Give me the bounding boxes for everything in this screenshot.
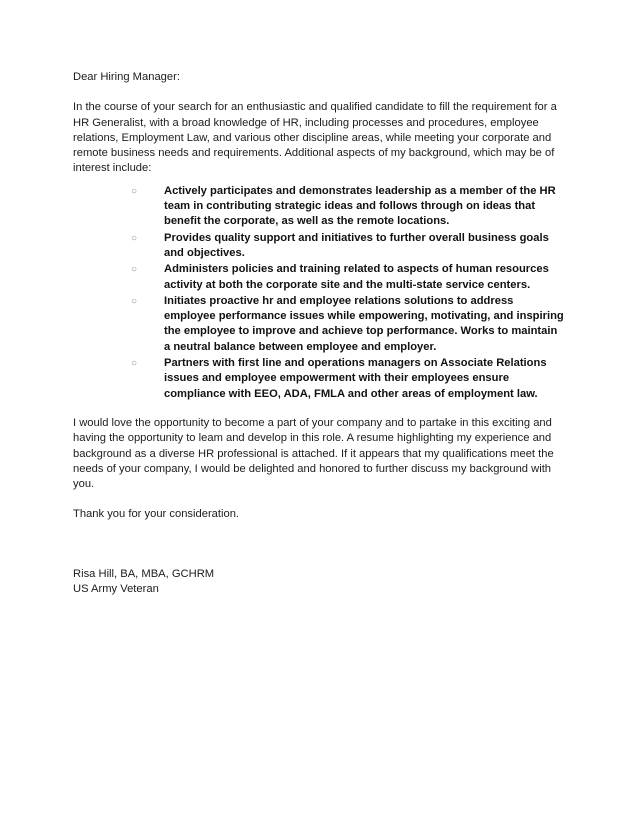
signature-credential: US Army Veteran bbox=[73, 583, 159, 596]
cover-letter-body bbox=[73, 70, 565, 597]
list-item bbox=[131, 262, 565, 293]
circle-bullet-icon: ○ bbox=[131, 358, 138, 370]
list-item bbox=[131, 356, 565, 402]
thanks-line: Thank you for your consideration. bbox=[73, 508, 240, 521]
circle-bullet-icon: ○ bbox=[131, 264, 138, 276]
circle-bullet-icon: ○ bbox=[131, 232, 138, 244]
signature-name: Risa Hill, BA, MBA, GCHRM bbox=[73, 567, 215, 580]
list-item-text: Actively participates and demonstrates leadership as a member of the HR team in contributing strategic ideas and follows through on ideas that benefit the corporate, as well as the remote locations. bbox=[164, 184, 556, 228]
circle-bullet-icon: ○ bbox=[131, 185, 138, 197]
list-item bbox=[131, 184, 565, 230]
list-item bbox=[131, 294, 565, 355]
list-item-text: Provides quality support and initiatives to further overall business goals and objectives. bbox=[164, 231, 549, 259]
circle-bullet-icon: ○ bbox=[131, 295, 138, 307]
salutation: Dear Hiring Manager: bbox=[73, 71, 180, 83]
closing-paragraph: I would love the opportunity to become a part of your company and to partake in this exciting and having the opportunity to leam and develop in this role. A resume highlighting my experience and background as a diverse HR professional is attached. If it appears that my qualifications meet the needs of your company, I would be delighted and honored to further discuss my background with you. bbox=[73, 416, 554, 491]
list-item-text: Initiates proactive hr and employee relations solutions to address employee performance issues while empowering, motivating, and inspiring the employee to improve and achieve top performance. Works to maintain a neutral balance between employee and employer. bbox=[164, 294, 564, 353]
list-item-text: Partners with first line and operations managers on Associate Relations issues and employee empowerment with their employees ensure compliance with EEO, ADA, FMLA and other areas of employment law. bbox=[164, 357, 547, 400]
list-item bbox=[131, 231, 565, 262]
signature-block bbox=[73, 567, 565, 598]
intro-paragraph: In the course of your search for an enthusiastic and qualified candidate to fill the requirement for a HR Generalist, with a broad knowledge of HR, including processes and procedures, employee relations, Employment Law, and various other discipline areas, while meeting your corporate and remote business needs and requirements. Additional aspects of my background, which may be of interest include: bbox=[73, 101, 557, 175]
qualifications-list bbox=[73, 184, 565, 402]
list-item-text: Administers policies and training related to aspects of human resources activity at both the corporate site and the multi-state service centers. bbox=[164, 263, 549, 291]
